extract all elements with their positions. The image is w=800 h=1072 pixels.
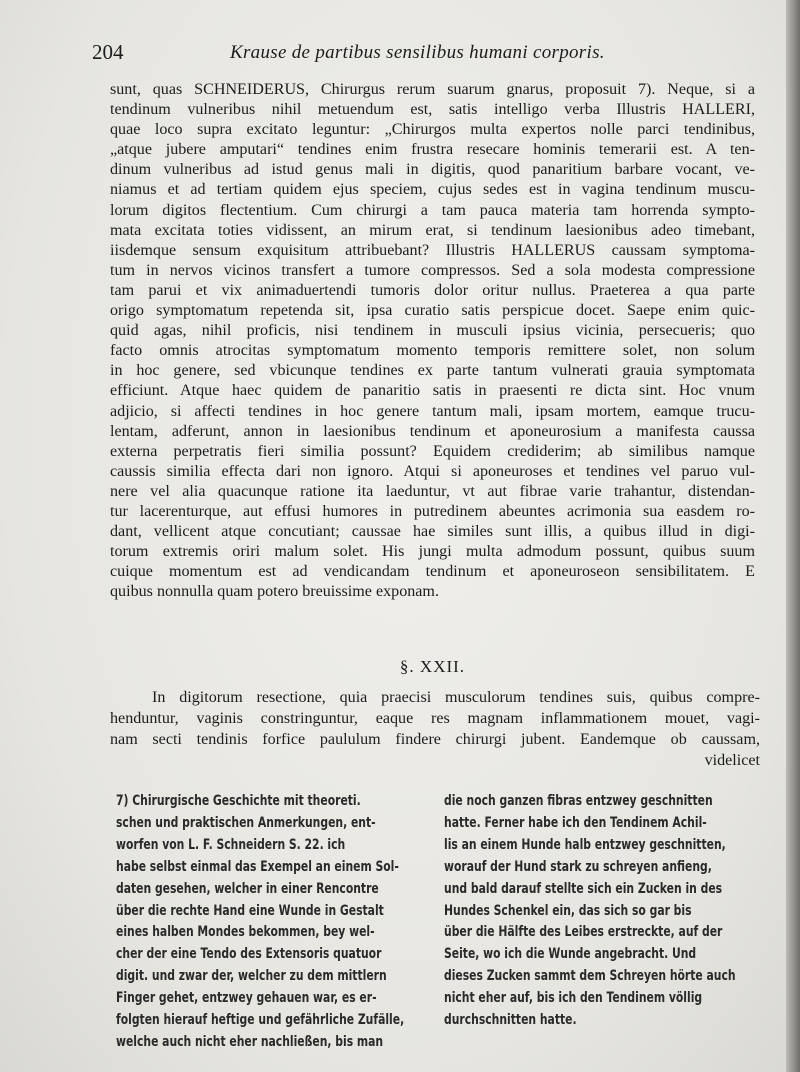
text-line: dinum vulneribus ad istud genus mali in digitis, quod panaritium barbare vocant, ve- bbox=[110, 161, 755, 179]
text-line: cuique momentum est ad vendicandam tendinum et aponeuroseon sensibilitatem. E bbox=[110, 563, 755, 581]
footnote-line: Finger gehet, entzwey gehauen war, es er- bbox=[116, 989, 377, 1007]
text-line: efficiunt. Atque haec quidem de panaritio satis in praesenti re dicta sint. Hoc vnum bbox=[110, 382, 755, 400]
footnote-line: folgten hierauf heftige und gefährliche Zufälle, bbox=[116, 1011, 405, 1029]
text-line: in hoc genere, sed vbicunque tendines ex parte tantum vulnerati grauia symptomata bbox=[110, 362, 755, 380]
footnote-line: hatte. Ferner habe ich den Tendinem Achil- bbox=[444, 813, 707, 831]
section-heading: §. XXII. bbox=[399, 657, 466, 676]
footnote-line: daten gesehen, welcher in einer Rencontre bbox=[116, 879, 379, 897]
footnote-line: welche auch nicht eher nachließen, bis man bbox=[116, 1032, 384, 1050]
footnote-line: worfen von L. F. Schneidern S. 22. ich bbox=[116, 835, 346, 853]
footnote-line: nicht eher auf, bis ich den Tendinem völlig bbox=[444, 989, 703, 1007]
text-line: tum in nervos vicinos transfert a tumore compressos. Sed a sola modesta compressione bbox=[110, 261, 755, 279]
text-line: quid agas, nihil proficis, nisi tendinem in musculi ipsius vicinia, persecueris; quo bbox=[110, 322, 755, 340]
text-line: tendinum vulneribus nihil metuendum est, satis intelligo verba Illustris HALLERI, bbox=[110, 101, 755, 119]
text-line: henduntur, vaginis constringuntur, eaque res magnam inflammationem mouet, vagi- bbox=[110, 710, 760, 727]
text-line: In digitorum resectione, quia praecisi musculorum tendines suis, quibus compre- bbox=[152, 689, 760, 706]
text-line: origo symptomatum repetenda sit, ipsa curatio satis perspicue docet. Saepe enim quic- bbox=[110, 302, 755, 320]
footnote-line: über die rechte Hand eine Wunde in Gestalt bbox=[116, 901, 384, 919]
text-line: sunt, quas SCHNEIDERUS, Chirurgus rerum suarum gnarus, proposuit 7). Neque, si a bbox=[110, 81, 755, 98]
footnote-line: eines halben Mondes bekommen, bey wel- bbox=[116, 923, 375, 941]
footnote-column-right bbox=[444, 790, 736, 1031]
footnote-line: durchschnitten hatte. bbox=[444, 1011, 577, 1029]
text-line: „atque jubere amputari“ tendines enim frustra resecare hominis temerarii est. A ten- bbox=[110, 141, 755, 159]
text-line: torum extremis oriri malum solet. His jungi multa admodum possunt, quibus suum bbox=[110, 543, 755, 561]
catchword: videlicet bbox=[704, 752, 760, 769]
text-line: quae loco supra excitato leguntur: „Chirurgos multa expertos nolle parci tendinibus, bbox=[110, 121, 755, 139]
footnote-line: über die Hälfte des Leibes erstreckte, auf der bbox=[444, 923, 723, 941]
footnote-line: worauf der Hund stark zu schreyen anfieng, bbox=[444, 857, 712, 875]
text-line: iisdemque sensum exquisitum attribuebant? Illustris HALLERUS caussam symptoma- bbox=[110, 241, 755, 259]
text-line: niamus et ad tertiam quidem ejus speciem, cujus sedes est in vagina tendinum muscu- bbox=[110, 181, 755, 199]
footnote-line: und bald darauf stellte sich ein Zucken in des bbox=[444, 879, 723, 897]
footnote-line: Hundes Schenkel ein, das sich so gar bis bbox=[444, 901, 692, 919]
page-binding-edge bbox=[786, 0, 800, 1072]
page-number: 204 bbox=[92, 40, 124, 64]
text-line: quibus nonnulla quam potero breuissime exponam. bbox=[110, 583, 439, 601]
footnote-line: Seite, wo ich die Wunde angebracht. Und bbox=[444, 945, 697, 963]
text-line: externa perpetratis fieri similia possunt? Equidem crediderim; ab similibus namque bbox=[110, 442, 755, 460]
text-line: nere vel alia quacunque ratione ita laeduntur, vt aut fibrae varie trahantur, distendan- bbox=[110, 482, 755, 500]
text-line: tur lacerenturque, aut effusi humores in putredinem abeuntes acrimonia sua easdem ro- bbox=[110, 502, 755, 520]
footnote-line: die noch ganzen fibras entzwey geschnitten bbox=[444, 792, 713, 809]
text-line: lentam, adferunt, annon in laesionibus tendinum et aponeurosium a manifesta caussa bbox=[110, 422, 755, 440]
page-header bbox=[92, 40, 732, 74]
text-line: nam secti tendinis forfice paululum findere chirurgi jubent. Eandemque ob caussam, bbox=[110, 731, 760, 748]
footnote-line: habe selbst einmal das Exempel an einem Sol- bbox=[116, 857, 399, 875]
text-line: adjicio, si affecti tendines in hoc genere tantum mali, ipsam mortem, eamque trucu- bbox=[110, 402, 755, 420]
text-line: lorum digitos flectentium. Cum chirurgi a tam pauca materia tam horrenda sympto- bbox=[110, 201, 755, 219]
footnote-line: schen und praktischen Anmerkungen, ent- bbox=[116, 813, 376, 831]
footnotes bbox=[116, 790, 760, 1050]
text-line: mata excitata toties vidissent, an mirum erat, si tendinum laesionibus adeo timebant, bbox=[110, 221, 755, 239]
footnote-line: digit. und zwar der, welcher zu dem mittlern bbox=[116, 967, 387, 985]
text-line: facto omnis atrocitas symptomatum momento temporis remittere solet, non solum bbox=[110, 342, 755, 360]
footnote-line: lis an einem Hunde halb entzwey geschnitten, bbox=[444, 835, 726, 853]
running-head: Krause de partibus sensilibus humani corporis. bbox=[230, 42, 605, 63]
footnote-line: 7) Chirurgische Geschichte mit theoreti. bbox=[116, 792, 361, 809]
section-text bbox=[110, 687, 760, 771]
footnote-line: dieses Zucken sammt dem Schreyen hörte auch bbox=[444, 967, 736, 985]
text-line: caussis similia effecta dari non ignoro. Atqui si aponeuroses et tendines vel paruo vul- bbox=[110, 462, 755, 480]
text-line: dant, vellicent atque concutiant; caussae hae similes sunt illis, a quibus illud in digi- bbox=[110, 523, 755, 541]
text-line: tam parui et vix animaduertendi tumoris dolor oritur nullus. Praeterea a qua parte bbox=[110, 281, 755, 299]
footnote-line: cher der eine Tendo des Extensoris quatuor bbox=[116, 945, 382, 963]
main-text bbox=[110, 80, 755, 602]
footnote-column-left bbox=[116, 790, 405, 1053]
